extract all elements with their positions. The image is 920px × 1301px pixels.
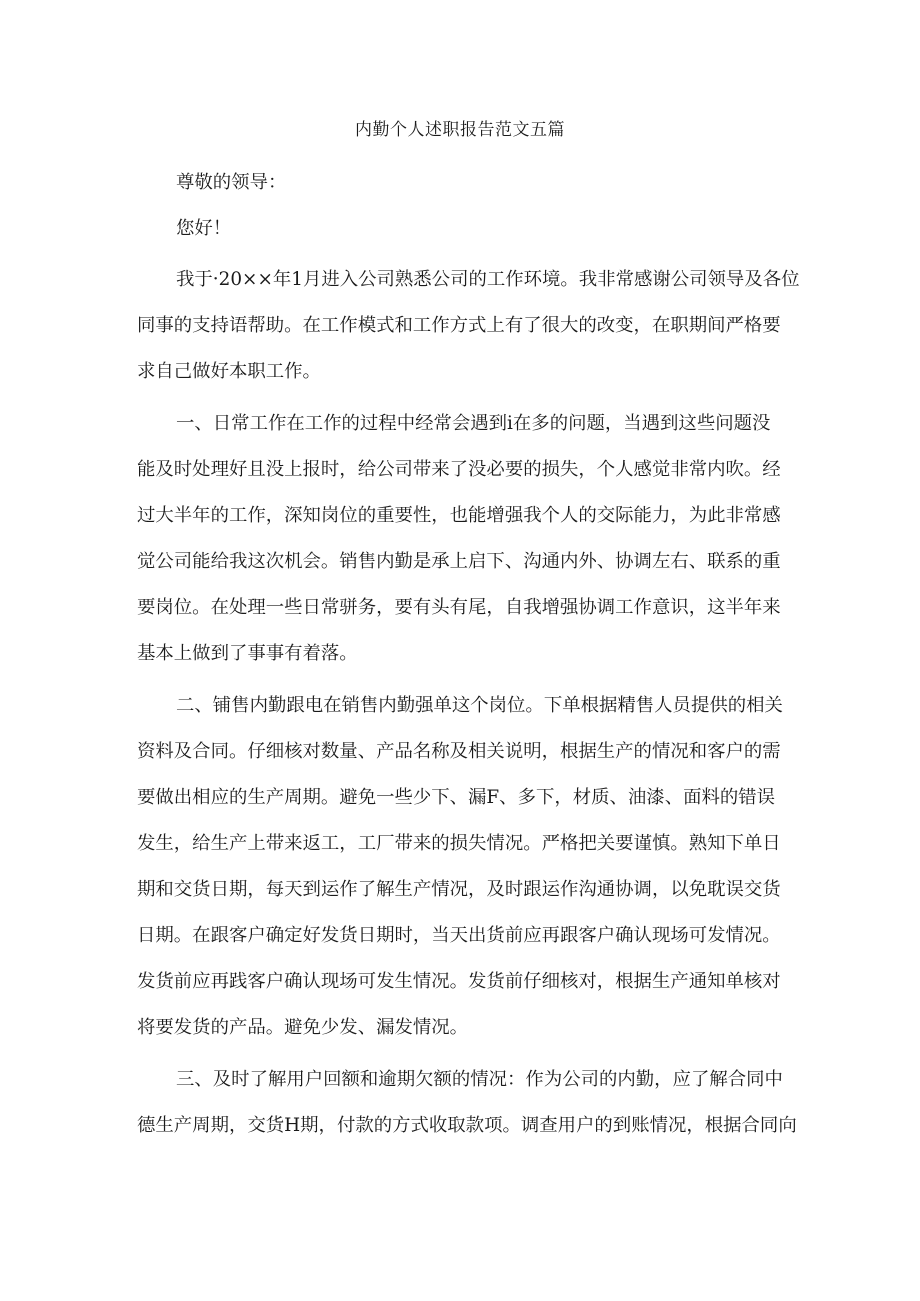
document-title: 内勤个人述职报告范文五篇 [355, 120, 565, 140]
paragraph-2-line-1: 一、日常工作在工作的过程中经常会遇到i在多的问题，当遇到这些问题没 [176, 413, 771, 434]
paragraph-1-line-1: 我于·20××年1月进入公司熟悉公司的工作环境。我非常感谢公司领导及各位 [176, 269, 800, 290]
paragraph-1-line-2: 同事的支持语帮助。在工作模式和工作方式上有了很大的改变，在职期间严格要 [137, 315, 781, 336]
paragraph-2-line-3: 过大半年的工作，深知岗位的重要性，也能增强我个人的交际能力，为此非常感 [137, 505, 781, 526]
paragraph-3-line-7: 发货前应再践客户确认现场可发生情况。发货前仔细核对，根据生产通知单核对 [137, 971, 781, 992]
paragraph-3-line-5: 期和交货日期，每天到运作了解生产情况，及时跟运作沟通协调，以免耽误交货 [137, 879, 781, 900]
paragraph-2-line-5: 要岗位。在处理一些日常骈务，要有头有尾，自我增强协调工作意识，这半年来 [137, 597, 781, 618]
paragraph-1-line-3: 求自己做好本职工作。 [137, 361, 321, 382]
paragraph-4-line-1: 三、及时了解用户回额和逾期欠额的情况：作为公司的内勤，应了解合同中 [176, 1069, 783, 1090]
paragraph-2-line-2: 能及时处理好且没上报时，给公司带来了没必要的损失，个人感觉非常内吹。经 [137, 459, 781, 480]
paragraph-2-line-4: 觉公司能给我这次机会。销售内勤是承上启下、沟通内外、协调左右、联系的重 [137, 551, 781, 572]
paragraph-3-line-3: 要做出相应的生产周期。避免一些少下、漏F、多下，材质、油漆、面料的错误 [137, 787, 776, 808]
paragraph-3-line-1: 二、铺售内勤跟电在销售内勤强单这个岗位。下单根据精售人员提供的相关 [176, 695, 783, 716]
paragraph-3-line-2: 资料及合同。仔细核对数量、产品名称及相关说明，根据生产的情况和客户的需 [137, 741, 781, 762]
paragraph-3-line-6: 日期。在跟客户确定好发货日期时，当天出货前应再跟客户确认现场可发情况。 [137, 925, 781, 946]
paragraph-3-line-8: 将要发货的产品。避免少发、漏发情况。 [137, 1017, 469, 1038]
salutation: 尊敬的领导： [176, 172, 287, 193]
paragraph-3-line-4: 发生，给生产上带来返工，工厂带来的损失情况。严格把关要谨慎。熟知下单日 [137, 833, 781, 854]
greeting: 您好！ [176, 218, 232, 239]
paragraph-4-line-2: 德生产周期，交货H期，付款的方式收取款项。调查用户的到账情况，根据合同向 [137, 1115, 797, 1136]
paragraph-2-line-6: 基本上做到了事事有着落。 [137, 643, 358, 664]
